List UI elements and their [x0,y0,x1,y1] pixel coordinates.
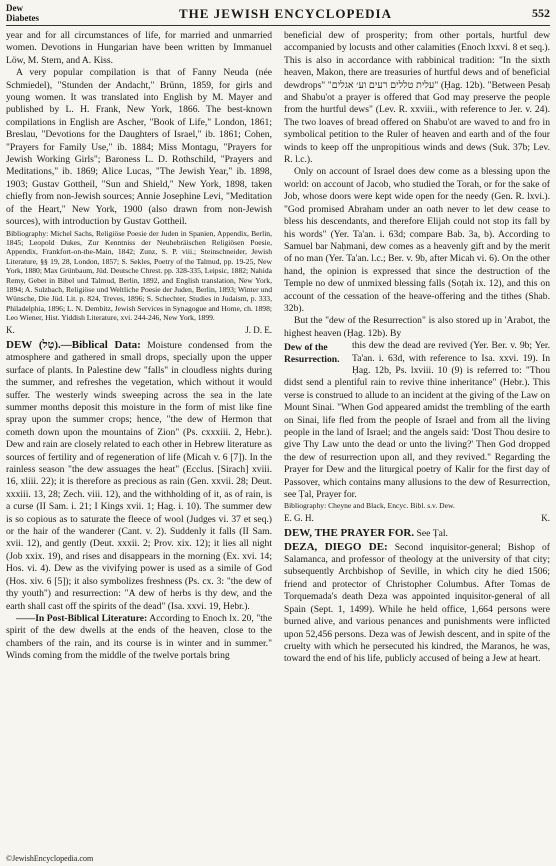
subsection-post-biblical [6,613,272,663]
entry-deza [284,541,550,666]
entry-text: Second inquisitor-general; Bishop of Salamanca, and professor of theology at the university of that city; subsequently Archbishop of Seville, in which city he died 1506; friend and protector of Christopher Columbus. After Tomas de Torquemada's death Deza was appointed inquisitor-general of all Spain (Sept. 1, 1499). While he held office, 1,664 persons were burned alive, and various penances and punishments were inflicted upon 52,456 persons. Deza was of Jewish descent, and in spite of the cruelty with which he persecuted his kindred, the Maranos, he was, toward the end of his life, publicly accused of being a Jew at heart. [284,541,550,665]
entry-text: Moisture condensed from the atmosphere and gathered in small drops, specially upon the upper surface of plants. In Palestine dew "falls" in cloudless nights during the summer, and refreshes the vegetation, which without it would suffer. The westerly winds sweeping across the sea in the late summer months deposit this moisture in the form of mist like fine spray upon the summer crops; hence, "the dew of Hermon that cometh down upon the mountains of Zion" (Ps. cxxxiii. 2, Hebr.). Dew and rain are closely related to each other in Hebrew literature as sources of fertility and of regeneration of life (Micah v. 6 [7]). In the rainless season "the dew assuages the heat" (Ecclus. [Sirach] xviii. 16, xliii. 22); it is therefore as precious as rain (Gen. xxvii. 28; Deut. xxxiii. 13, 28; Zech. viii. 12), and the withholding of it, as of rain, is a curse (II Sam. i. 21; I Kings xvii. 1; Hag. i. 10). The summer dew is so copious as to saturate the fleece of wool (Judges vi. 37 et seq.) or the hair of the wanderer (Cant. v. 2). Suddenly it falls (II Sam. xvii. 12), and gently (Deut. xxxii. 2; Prov. xix. 12); it lies all night (Job xxix. 19), and rises and disappears in the morning (Ex. xvi. 14; Hos. vi. 4). Dew as the vivifying power is used as a simile of God (Hos. xiv. 6 [5]); it also symbolizes freshness (Ps. cx. 3: "the dew of thy youth") and resurrection: "A dew of herbs is thy dew, and the earth shall cast off the spirits of the dead" (Isa. xxvi. 19, Hebr.). [6,339,272,612]
subsection-text: According to Enoch lx. 20, "the spirit of the dew dwells at the ends of the heaven, close to the chambers of the rain, and its course is in winter and in summer." Winds coming from the middle of the twelve portals bring [6,612,272,662]
author-signature [284,512,550,524]
paragraph: Only on account of Israel does dew come as a blessing upon the world: on account of Jacob, who studied the Torah, or for the sake of Job, whose doors were kept wide open for the needy (Gen. R. lxvi.). "God promised Abraham under an oath never to let dew cease to bless his descendants, and therefore Elijah could not stop its fall by his words" (Yer. Ta'an. i. 63d; compare Bab. 3a, b). According to Samuel bar Naḥmani, dew comes as a heavenly gift and by the merit of no man (Yer. Ta'an. l.c.; Ber. v. 9b, after Micah vi. 6). On the other hand, the opinion is expressed that since the destruction of the Temple no dew of unmixed blessing falls (Soṭah ix. 12), and this on account of the cessation of the heave-offering and the tithes (Shab. 32b). [284,166,550,314]
entry-prayer-for-dew [284,527,550,540]
cross-reference: See Ṭal. [416,528,448,540]
paragraph: year and for all circumstances of life, for married and unmarried women. Devotions in Hungarian have been written by Immanuel Löw, M. Stern, and A. Kiss. [6,30,272,66]
paragraph: beneficial dew of prosperity; from other portals, hurtful dew accompanied by locusts and other calamities (Enoch lxxvi. 8 et seq.). This is also in accordance with rabbinical tradition: "In the sixth heaven, Makon, there are treasuries of hurtful dews and of beneficial dewdrops" "עלית טללים רעים וע׳ אגלים" (Ḥag. 12b). "Between Pesaḥ and Shabu'ot a prayer is offered that God may preserve the people from the hurtful dews" (Lev. R. xxviii., with reference to Jer. v. 24). The two loaves of bread offered on Shabu'ot are waved to and fro in symbolical petition to the Ruler of heaven and earth and of the four winds to keep off the unpropitious winds and dews (Suk. 37b; Lev. R. l.c.). [284,30,551,166]
paragraph-text: this dew the dead are revived (Yer. Ber. v. 9b; Yer. Ta'an. i. 63d, with reference to Isa. xxvi. 19). In Ḥag. 12b, Ps. lxviii. 10 (9) is referred to: "Thou didst send a plentiful rain to revive thine inheritance" (Hebr.). This verse is construed to allude to an incident at the giving of the Law on Mount Sinai. "When God appeared amidst the trembling of the earth on Sinai, life fled from the people of Israel and from all the living people in the land of Israel; and the angels said: 'Dost Thou desire to give Thy Law unto the dead or unto the living?' Then God dropped the dew of resurrection upon all, and they revived." Regarding the Prayer for Dew and the liturgical poetry of Kalir for the first day of Passover, which contains many allusions to the dew of Resurrection, see Ṭal, Prayer for. [284,340,550,501]
copyright-notice: ©JewishEncyclopedia.com [6,854,94,863]
guide-word-first: Dew [6,3,23,13]
entry-heading: DEZA, DIEGO DE: [284,540,388,553]
entry-heading: DEW, THE PRAYER FOR. [284,527,415,540]
bibliography: Bibliography: Michel Sachs, Religiöse Poesie der Juden in Spanien, Appendix, Berlin, 1845; Leopold Dukes, Zur Kenntniss der Neuhebräischen Religiösen Poesie, Appendix, Frankfort-on-the-Main, 1842; Zunz, S. P. viii.; Steinschneider, Jewish Literature, §§ 19, 28, London, 1857; S. Sekles, Poetry of the Talmud, pp. 19-25, New York, 1880; Max Grünbaum, Jüd. Deutsche Chrest. pp. 328-335, Leipsic, 1882; Nahida Remy, Gebet in Bibel und Talmud, Berlin, 1892, and English translation, New York, 1894; A. Sulzbach, Religiöse und Weltliche Poesie der Juden, Berlin, 1893; Winter und Wünsche, Die Jüd. Lit. p. 824, Treves, 1896; S. Schechter, Studies in Judaism, p. 333, Philadelphia, 1896; L. N. Dembitz, Jewish Services in Synagogue and Home, ch. 1898; Leo Wiener, Hist. Yiddish Literature, xvi. 244-246, New York, 1899. [6,228,272,323]
subsection-heading: ——In Post-Biblical Literature: [16,612,148,624]
right-column [284,30,550,666]
paragraph: A very popular compilation is that of Fanny Neuda (née Schmiedel), "Stunden der Andacht," Brünn, 1859, for girls and young women. It was translated into English by M. Mayer and published by L. H. Frank, New York, 1866. The best-known compilations in English are Ascher, "Book of Life," London, 1861; Breslau, "Devotions for the Daughters of Israel," ib. 1861; Cohen, "Prayers for Family Use," ib. 1884; Miss Montagu, "Prayers for Jewish Working Girls"; Baroness L. D. Rothschild, "Prayers and Meditations," ib. 1869; Alice Lucas, "The Jewish Year," ib. 1898, 1903; Gustav Gottheil, "Sun and Shield," New York, 1898, taken chiefly from non-Jewish sources; Annie Josephine Levi, "Meditation of the Heart," New York, 1900 (also drawn from non-Jewish sources), with introduction by Gustav Gottheil. [6,67,272,228]
two-column-body [6,30,550,666]
signature-left: K. [6,324,15,335]
signature-left: E. G. H. [284,512,314,523]
author-signature [6,324,272,336]
bibliography: Bibliography: Cheyne and Black, Encyc. Bibl. s.v. Dew. [284,501,455,511]
signature-right: K. [541,512,550,523]
page-header [6,3,550,26]
publication-title: THE JEWISH ENCYCLOPEDIA [179,6,392,21]
entry-heading: DEW (טַל).—Biblical Data: [6,338,141,351]
page-number: 552 [531,6,550,20]
guide-word-last: Diabetes [6,13,39,23]
signature-right: J. D. E. [245,324,272,335]
left-column [6,30,272,666]
paragraph: But the "dew of the Resurrection" is also stored up in 'Arabot, the highest heaven (Ḥag. 12b). By [284,315,550,339]
entry-dew [6,339,272,613]
paragraph-with-side-heading [284,340,550,501]
side-heading: Dew of the Resurrection. [284,342,340,366]
running-head-guide-words [6,3,39,23]
